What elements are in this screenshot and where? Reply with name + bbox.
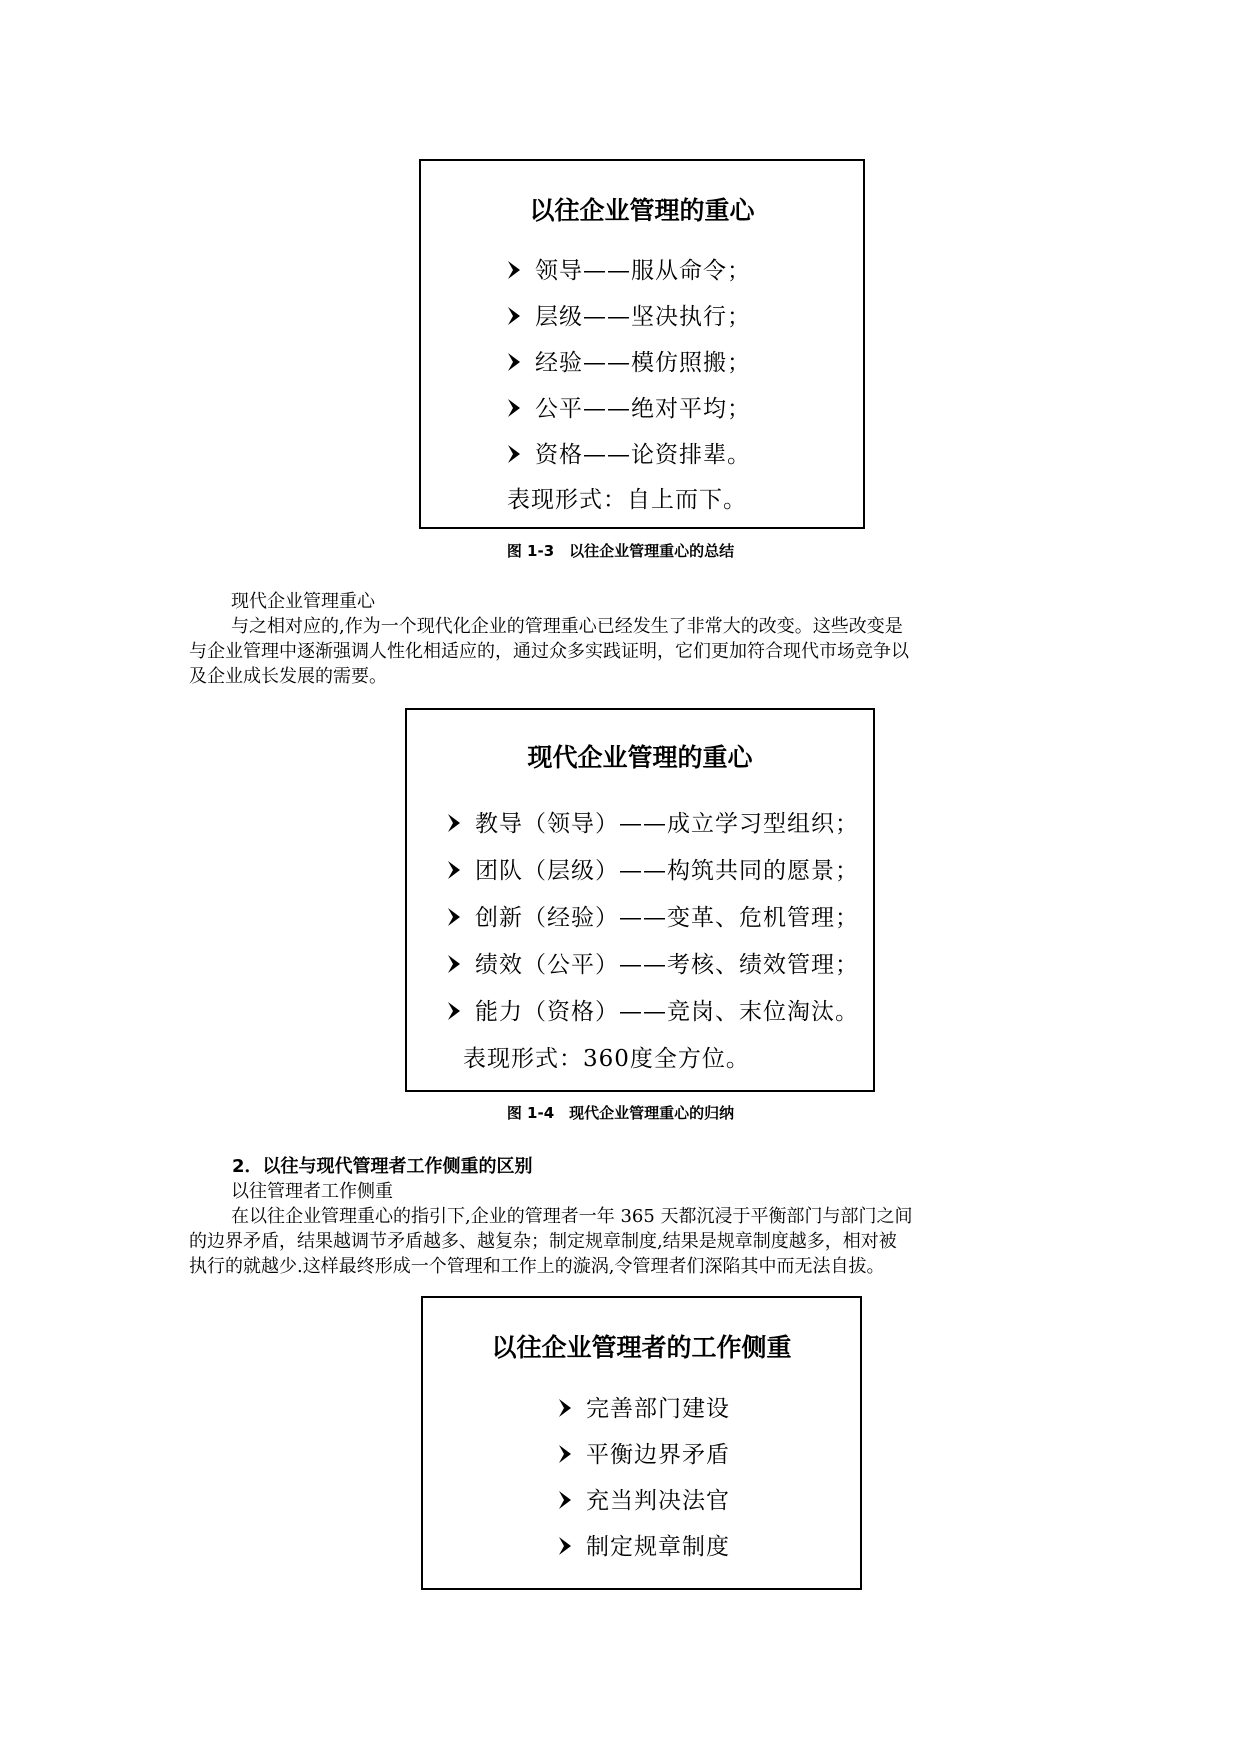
list-item: 绩效（公平）——考核、绩效管理；	[447, 946, 859, 979]
section-heading: 2．以往与现代管理者工作侧重的区别	[232, 1156, 533, 1177]
paragraph-line: 的边界矛盾，结果越调节矛盾越多、越复杂；制定规章制度,结果是规章制度越多，相对被	[189, 1231, 897, 1252]
figure-1-4	[405, 708, 875, 1092]
paragraph-line: 及企业成长发展的需要。	[189, 666, 387, 687]
arrow-bullet-icon	[558, 1444, 572, 1464]
figure-caption: 图 1-4 现代企业管理重心的归纳	[506, 1104, 735, 1122]
arrow-bullet-icon	[447, 860, 461, 880]
figure-footer: 表现形式：自上而下。	[507, 487, 747, 513]
arrow-bullet-icon	[558, 1398, 572, 1418]
section-text	[189, 1179, 1061, 1279]
figure-footer: 表现形式：360度全方位。	[463, 1046, 750, 1072]
list-item: 经验——模仿照搬；	[507, 344, 751, 377]
arrow-bullet-icon	[507, 398, 521, 418]
figure-title: 以往企业管理的重心	[529, 196, 755, 225]
list-item: 领导——服从命令；	[507, 252, 751, 285]
section-text	[189, 589, 1061, 689]
arrow-bullet-icon	[507, 260, 521, 280]
list-item: 平衡边界矛盾	[558, 1436, 730, 1469]
list-item: 能力（资格）——竞岗、末位淘汰。	[447, 993, 859, 1026]
figure-title: 现代企业管理的重心	[527, 743, 753, 772]
list-item: 制定规章制度	[558, 1528, 730, 1561]
paragraph-line: 在以往企业管理重心的指引下,企业的管理者一年 365 天都沉浸于平衡部门与部门之间	[231, 1206, 913, 1227]
list-item: 充当判决法官	[558, 1482, 730, 1515]
arrow-bullet-icon	[558, 1536, 572, 1556]
arrow-bullet-icon	[447, 954, 461, 974]
list-item: 团队（层级）——构筑共同的愿景；	[447, 852, 859, 885]
arrow-bullet-icon	[447, 1001, 461, 1021]
list-item: 层级——坚决执行；	[507, 298, 751, 331]
arrow-bullet-icon	[507, 306, 521, 326]
list-item: 完善部门建设	[558, 1390, 730, 1423]
list-item: 公平——绝对平均；	[507, 390, 751, 423]
arrow-bullet-icon	[507, 444, 521, 464]
list-item: 资格——论资排辈。	[507, 436, 751, 469]
paragraph-line: 与之相对应的,作为一个现代化企业的管理重心已经发生了非常大的改变。这些改变是	[231, 616, 903, 637]
paragraph-line: 与企业管理中逐渐强调人性化相适应的，通过众多实践证明，它们更加符合现代市场竞争以	[189, 641, 909, 662]
figure-1-3	[419, 159, 865, 529]
arrow-bullet-icon	[507, 352, 521, 372]
list-item: 创新（经验）——变革、危机管理；	[447, 899, 859, 932]
paragraph-line: 执行的就越少.这样最终形成一个管理和工作上的漩涡,令管理者们深陷其中而无法自拔。	[189, 1256, 885, 1277]
figure-title: 以往企业管理者的工作侧重	[491, 1333, 792, 1362]
arrow-bullet-icon	[447, 907, 461, 927]
figure-caption: 图 1-3 以往企业管理重心的总结	[506, 542, 735, 560]
list-item: 教导（领导）——成立学习型组织；	[447, 805, 859, 838]
arrow-bullet-icon	[447, 813, 461, 833]
figure-manager-focus	[421, 1296, 862, 1590]
subtitle: 以往管理者工作侧重	[231, 1181, 393, 1202]
subtitle: 现代企业管理重心	[231, 591, 375, 612]
arrow-bullet-icon	[558, 1490, 572, 1510]
